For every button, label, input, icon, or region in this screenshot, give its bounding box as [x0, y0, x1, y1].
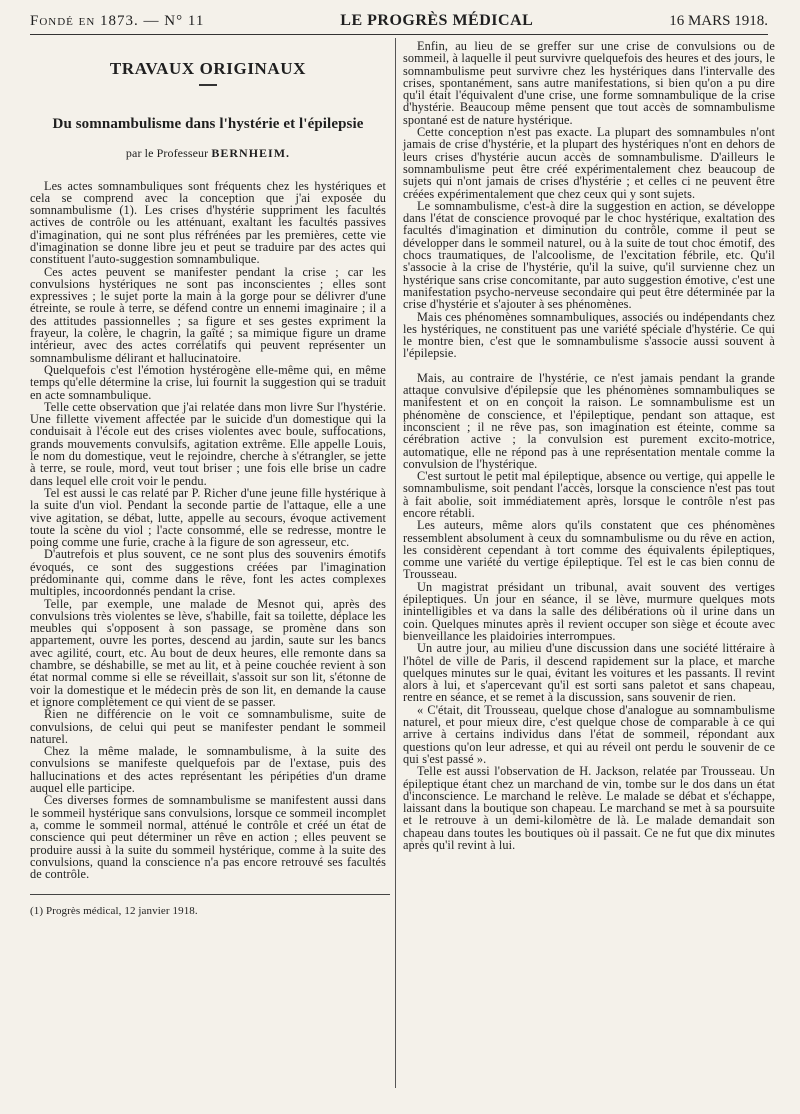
paragraph: Quelquefois c'est l'émotion hystérogène elle-même qui, en même temps qu'elle détermine la crise, lui fournit la suggestion qui se traduit en acte somnambulique.: [30, 362, 386, 402]
paragraph: Enfin, au lieu de se greffer sur une crise de convulsions ou de sommeil, à laquelle il peut survivre quelquefois des heures et des jours, le somnambulisme peut survivre chez les hystériques dans l'intervalle des crises, spontanément, sans autre manifestations, si bien qu'on a pu dire qu'il était l'équivalent d'une crise, une forme somnambulique de la crise d'hystérie. Beaucoup même pensent que tout accès de somnambulisme spontané est de nature hystérique.: [403, 39, 775, 127]
header-founded: Fondé en 1873. — N° 11: [30, 12, 205, 29]
paragraph: D'autrefois et plus souvent, ce ne sont plus des souvenirs émotifs évoqués, ce sont des suggestions créées par l'imagination prédominante qui, comme dans le rêve, font les actes complexes multiples, incoordonnés pendant la crise.: [30, 547, 386, 599]
paragraph: Telle cette observation que j'ai relatée dans mon livre Sur l'hystérie. Une fillette vivement affectée par le suicide d'un domestique qui la conduisait à l'école eut des crises violentes avec boule, suffocations, grands mouvements convulsifs, agitation extrême. Elle appelle Louis, le nom du domestique, veut le rejoindre, cherche à s'étrangler, se jette à terre, se roule, mord, veut tout briser ; une fois elle brise un cadre dans lequel elle croit voir le pendu.: [30, 399, 386, 488]
paragraph: Tel est aussi le cas relaté par P. Richer d'une jeune fille hystérique à la suite d'un viol. Pendant la seconde partie de l'attaque, elle a une vive agitation, se débat, lutte, appelle au secours, évoque activement toute la scène du viol ; l'acte consommé, elle se redresse, montre le poing comme une furie, crache à la figure de son agresseur, etc.: [30, 485, 386, 550]
left-column: [30, 40, 386, 918]
page-header: [30, 8, 768, 35]
byline: [30, 146, 386, 160]
author-name: BERNHEIM.: [211, 145, 291, 160]
paragraph: Les actes somnambuliques sont fréquents chez les hystériques et cela se comprend avec la conception que j'ai exposée du somnambulisme (1). Les crises d'hystérie suppriment les facultés actives de contrôle ou les atténuant, exaltant les facultés passives d'imagination, qui ne sont plus réfrénées par les premières, cette vie d'imagination se donne libre jeu et peut se traduire par des actes qui constituent l'auto-suggestion somnambulique.: [30, 178, 386, 267]
paragraph: Les auteurs, même alors qu'ils constatent que ces phénomènes ressemblent absolument à ceux du somnambulisme ou du rêve en action, les considèrent cependant à tort comme des équivalents épileptiques, comme une variété du vertige épileptique. Tel est le cas bien connu de Trousseau.: [403, 518, 775, 582]
paragraph: « C'était, dit Trousseau, quelque chose d'analogue au somnambulisme naturel, et pour mieux dire, c'est quelque chose de comparable à ce qui arrive à certains individus dans l'état de sommeil, répondant aux questions qu'on leur adresse, et qui au réveil ont perdu le souvenir de ce qui s'est passé ».: [403, 702, 775, 766]
footnote: (1) Progrès médical, 12 janvier 1918.: [30, 905, 198, 918]
paragraph-gap: [403, 360, 775, 372]
footnote-rule: [30, 894, 390, 895]
paragraph: Un autre jour, au milieu d'une discussion dans une société littéraire à l'hôtel de ville de Paris, il descend rapidement sur la place, et marche quelques minutes sur le quai, évitant les voitures et les passants. Il revint alors à lui, et s'apercevant qu'il est sorti sans paletot et sans chapeau, rentre en séance, et se remet à la discussion, sans souvenir de rien.: [403, 641, 775, 705]
byline-prefix: par le Professeur: [125, 145, 209, 160]
paragraph: Mais ces phénomènes somnambuliques, associés ou indépendants chez les hystériques, ne constituent pas une variété spéciale d'hystérie. Ce qui le montre bien, c'est que le somnambulisme s'associe aussi souvent à l'épilepsie.: [403, 309, 775, 361]
journal-title: LE PROGRÈS MÉDICAL: [340, 12, 534, 29]
header-date: 16 MARS 1918.: [669, 12, 768, 29]
section-title: TRAVAUX ORIGINAUX: [109, 59, 307, 78]
paragraph: Telle est aussi l'observation de H. Jackson, relatée par Trousseau. Un épileptique étant chez un marchand de vin, tombe sur le dos dans un état d'inconscience. Le marchand le relève. Le malade se débat et s'échappe, laissant dans la boutique son chapeau. Le marchand se met à sa poursuite et le retrouve à un demi-kilomètre de là. Le malade demandait son chapeau dans toutes les boutiques où il passait. Ce ne fut que dix minutes après qu'il revint à lui.: [403, 764, 775, 852]
article-title: Du somnambulisme dans l'hystérie et l'épilepsie: [52, 115, 364, 132]
paragraph: Telle, par exemple, une malade de Mesnot qui, après des convulsions très violentes se lève, s'habille, fait sa toilette, déplace les meubles qui s'opposent à son passage, se promène dans son appartement, ouvre les portes, descend au jardin, saute sur les bancs avec agilité, court, etc. Au bout de deux heures, elle remonte dans sa chambre, se déshabille, se met au lit, et à peine couchée revient à son état normal comme si elle se réveillait, s'assoit sur son lit, s'étonne de voir la domestique et le médecin près de son lit, en demande la cause et ignore complètement ce qui vient de se passer.: [30, 596, 386, 709]
paragraph: Un magistrat présidant un tribunal, avait souvent des vertiges épileptiques. Un jour en séance, il se lève, murmure quelques mots inintelligibles et va dans la salle des délibérations où il urine dans un coin. Quelques minutes après il revient occuper son siège et écoute avec bienveillance les plaidoiries interrompues.: [403, 579, 775, 643]
column-divider: [395, 38, 396, 1088]
paragraph: Mais, au contraire de l'hystérie, ce n'est jamais pendant la grande attaque convulsive d'épilepsie que les phénomènes somnambuliques se manifestent et on en conçoit la raison. Le somnambulisme est un phénomène de conscience, et l'épileptique, pendant son attaque, est inconscient ; il ne rêve pas, son imagination est éteinte, comme sa cérébration active ; la convulsion est purement excito-motrice, automatique, elle ne répond pas à une représentation mentale comme la convulsion de l'hystérique.: [403, 370, 775, 471]
paragraph: C'est surtout le petit mal épileptique, absence ou vertige, qui appelle le somnambulisme, soit pendant l'accès, lorsque la conscience n'est pas tout à fait abolie, soit immédiatement après, lorsque le contrôle n'est pas encore rétabli.: [403, 469, 775, 520]
paragraph: Le somnambulisme, c'est-à dire la suggestion en action, se développe dans l'état de conscience provoqué par le choc hystérique, exaltation des facultés d'imagination et diminution du contrôle, comme il peut se développer dans le sommeil naturel, ou à la suite de tout choc émotif, des chocs traumatiques, de l'alcoolisme, de l'excitation fébrile, etc. Qu'il s'associe à la crise de l'hystérie, qu'il la suive, qu'il survienne chez un hystérique sans crise concomitante, par auto suggestion émotive, c'est une manifestation psycho-nerveuse secondaire qui peut être déterminée par la crise d'hystérie et s'ajouter à ses phénomènes.: [403, 198, 775, 312]
paragraph: Chez la même malade, le somnambulisme, à la suite des convulsions se manifeste quelquefois par de l'extase, puis des hallucinations et des actes représentant les péripéties d'un drame auquel elle participe.: [30, 744, 386, 796]
right-column: [403, 40, 775, 851]
paragraph: Ces actes peuvent se manifester pendant la crise ; car les convulsions hystériques ne sont pas inconscientes ; elles sont expressives ; le sujet porte la main à la gorge pour se délivrer d'une étreinte, se roule à terre, se défend contre un ennemi imaginaire ; il a des attitudes passionnelles ; sa figure et ses gestes expriment la frayeur, la colère, le chagrin, la gaîté ; sa mimique figure un drame intérieur, avec des actes corrélatifs qui peuvent représenter un somnambulisme délirant et hallucinatoire.: [30, 264, 386, 365]
paragraph: Rien ne différencie on le voit ce somnambulisme, suite de convulsions, de celui qui peut se manifester pendant le sommeil naturel.: [30, 707, 386, 746]
paragraph: Cette conception n'est pas exacte. La plupart des somnambules n'ont jamais de crise d'hystérie, et la plupart des hystériques n'ont en dehors de leurs crises d'hystérie aucun accès de somnambulisme. D'ailleurs le somnambulisme peut être créé expérimentalement chez beaucoup de sujets qui n'ont jamais de crises d'hystérie ; et celles ci ne peuvent être créées expérimentalement que chez ceux qui y sont sujets.: [403, 125, 775, 201]
paragraph: Ces diverses formes de somnambulisme se manifestent aussi dans le sommeil hystérique sans convulsions, lorsque ce sommeil incomplet a, comme le sommeil normal, atténué le contrôle et créé un état de conscience qui peut déterminer un rêve en action ; elles peuvent se produire aussi à la suite du sommeil hystérique, comme à la suite des convulsions, quand la conscience n'a pas encore retrouvé ses facultés de contrôle.: [30, 793, 386, 882]
section-dash: [199, 84, 217, 86]
